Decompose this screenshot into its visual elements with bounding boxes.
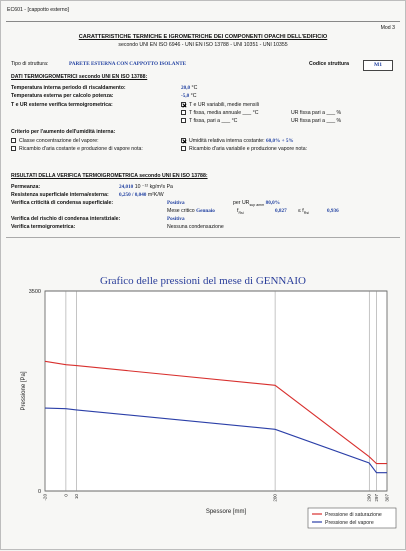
structure-type-value: PARETE ESTERNA CON CAPPOTTO ISOLANTE (69, 61, 187, 67)
option-fixed-value-ur: UR fissa pari a ___ % (291, 118, 342, 124)
results-section-title: RISULTATI DELLA VERIFICA TERMOIGROMETRICA secondo UNI EN ISO 13788: (11, 173, 208, 179)
ur-label: per UR (233, 200, 250, 206)
criteria-variable-air-label: Ricambio d'aria variabile e produzione vapore nota: (189, 146, 308, 152)
permeance-label: Permeanza: (11, 184, 41, 190)
resistance-unit: m²K/W (147, 192, 164, 198)
temp-ext-label: Temperatura esterna per calcolo potenza: (11, 93, 114, 99)
frsi-limit-label: ≤ f (298, 208, 304, 214)
criteria-constant-rh-label: Umidità relativa interna costante: (189, 138, 265, 144)
pressure-chart (1, 1, 406, 551)
critical-month-label: Mese critico (167, 208, 195, 214)
legend-label: Pressione del vapore (325, 520, 374, 526)
ur-subscript: sup amm (249, 203, 265, 208)
x-axis-label: Spessore [mm] (205, 509, 247, 515)
frsi-subscript: Rsi (238, 211, 244, 216)
page-title: CARATTERISTICHE TERMICHE E IGROMETRICHE DEI COMPONENTI OPACHI DELL'EDIFICIO (78, 34, 328, 40)
plot-area (45, 291, 387, 491)
critical-month-value: Gennaio (196, 208, 215, 214)
x-tick-label: 10 (73, 494, 79, 500)
legend-label: Pressione di saturazione (325, 512, 382, 518)
interstitial-value: Positiva (167, 216, 185, 222)
surface-condensation-label: Verifica criticità di condensa superficiale: (11, 200, 114, 206)
ur-value: 80,0% (265, 200, 280, 206)
y-axis-label: Pressione [Pa] (21, 371, 27, 411)
temp-ext-unit: °C (190, 93, 197, 99)
permeance-value: 24,010 (119, 184, 134, 190)
frsi-value: 0,827 (275, 208, 287, 214)
page-subtitle: secondo UNI EN ISO 6946 - UNI EN ISO 13788 - UNI 10351 - UNI 10355 (118, 42, 288, 48)
option-fixed-annual-ur: UR fissa pari a ___ % (291, 110, 342, 116)
criteria-constant-rh-value: 60,0% + 5% (266, 138, 294, 144)
frsi-limit-subscript: Rsi (303, 211, 309, 216)
frsi-limit-value: 0,936 (327, 208, 339, 214)
criteria-label: Criterio per l'aumento dell'umidità interna: (11, 129, 116, 135)
structure-code-value: M1 (363, 60, 393, 71)
x-tick-label: 307 (384, 494, 390, 502)
chart-title: Grafico delle pressioni del mese di GENNAIO (100, 275, 306, 287)
x-tick-label: 0 (63, 494, 69, 497)
criteria-constant-air-label: Ricambio d'aria costante e produzione di vapore nota: (19, 146, 143, 152)
structure-type-label: Tipo di struttura: (11, 61, 49, 67)
option-fixed-value-label: T fissa, pari a ___ °C (189, 118, 238, 124)
temp-heating-label: Temperatura interna periodo di riscaldamento: (11, 85, 126, 91)
permeance-unit: 10 ⁻¹² kg/m²s Pa (134, 184, 173, 190)
temp-ext-value: -5,0 (181, 93, 190, 99)
y-tick-label: 3500 (28, 289, 41, 295)
resistance-label: Resistenza superficiale interna/esterna: (11, 192, 109, 198)
resistance-value: 0,250 / 0,040 (119, 192, 147, 198)
interstitial-label: Verifica del rischio di condensa interstiziale: (11, 216, 121, 222)
option-fixed-annual-label: T fissa, media annuale ___ °C (189, 110, 259, 116)
y-tick-label: 0 (37, 489, 41, 495)
module-number: Mod 3 (380, 25, 395, 31)
thermo-verify-label: Verifica termoigrometrica: (11, 224, 76, 230)
criteria-vapor-class-label: Classe concentrazione del vapore: (19, 138, 99, 144)
x-tick-label: 297 (374, 494, 380, 502)
temp-heating-value: 20,0 (181, 85, 191, 91)
climate-section-title: DATI TERMOIGROMETRICI secondo UNI EN ISO 13788: (11, 74, 148, 80)
thermo-verify-value: Nessuna condensazione (167, 224, 224, 230)
x-tick-label: 200 (272, 494, 278, 502)
temp-heating-unit: °C (191, 85, 198, 91)
surface-condensation-value: Positiva (167, 200, 185, 206)
verify-label: T e UR esterne verifica termoigrometrica: (11, 102, 113, 108)
option-variable-monthly-label: T e UR variabili, medie mensili (189, 102, 259, 108)
frsi-label: f (237, 208, 239, 214)
x-tick-label: 290 (366, 494, 372, 502)
x-tick-label: -20 (42, 494, 48, 501)
structure-code-label: Codice struttura (309, 61, 350, 67)
document-id: EC601 - [cappotto esterno] (7, 7, 69, 13)
